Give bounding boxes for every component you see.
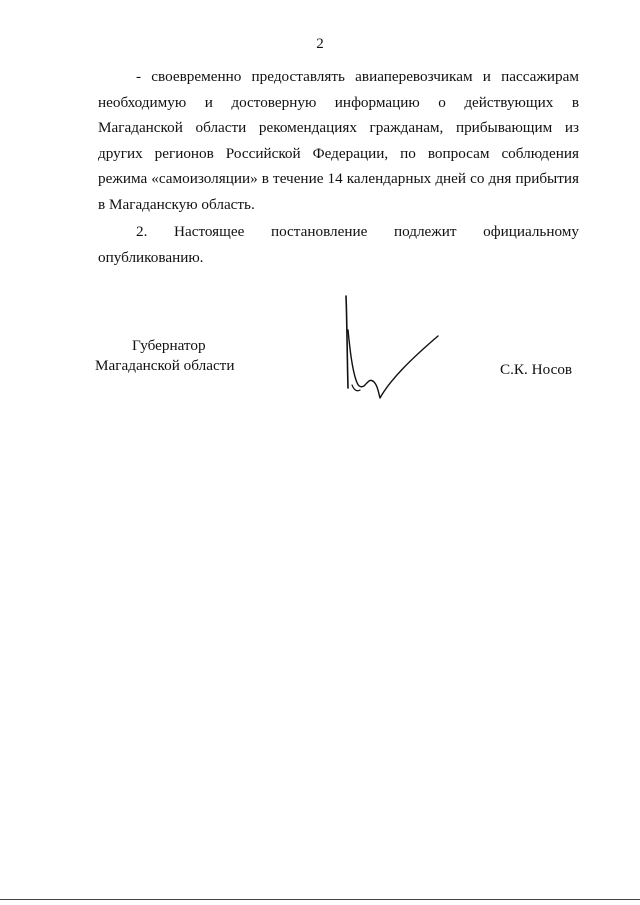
- text-line: в Магаданскую область.: [98, 195, 255, 213]
- handwritten-signature: [330, 290, 450, 410]
- text-line: необходимую и достоверную информацию о действующих в: [98, 93, 579, 111]
- signatory-title: [95, 336, 234, 375]
- text-line: опубликованию.: [98, 248, 204, 266]
- text-line: 2. Настоящее постановление подлежит официальному: [136, 223, 579, 240]
- paragraph-2: [98, 219, 579, 270]
- signatory-name: С.К. Носов: [500, 361, 573, 378]
- text-line: - своевременно предоставлять авиаперевозчикам и пассажирам: [136, 68, 579, 85]
- signatory-title-line-2: Магаданской области: [95, 356, 235, 374]
- signatory-title-line-1: Губернатор: [132, 337, 206, 354]
- text-line: Магаданской области рекомендациях гражданам, прибывающим из: [98, 119, 579, 137]
- paragraph-1: [98, 64, 579, 218]
- page-number: 2: [316, 36, 324, 52]
- text-line: других регионов Российской Федерации, по вопросам соблюдения: [98, 144, 579, 162]
- page-bottom-edge: [0, 899, 640, 900]
- text-line: режима «самоизоляции» в течение 14 календарных дней со дня прибытия: [98, 170, 579, 188]
